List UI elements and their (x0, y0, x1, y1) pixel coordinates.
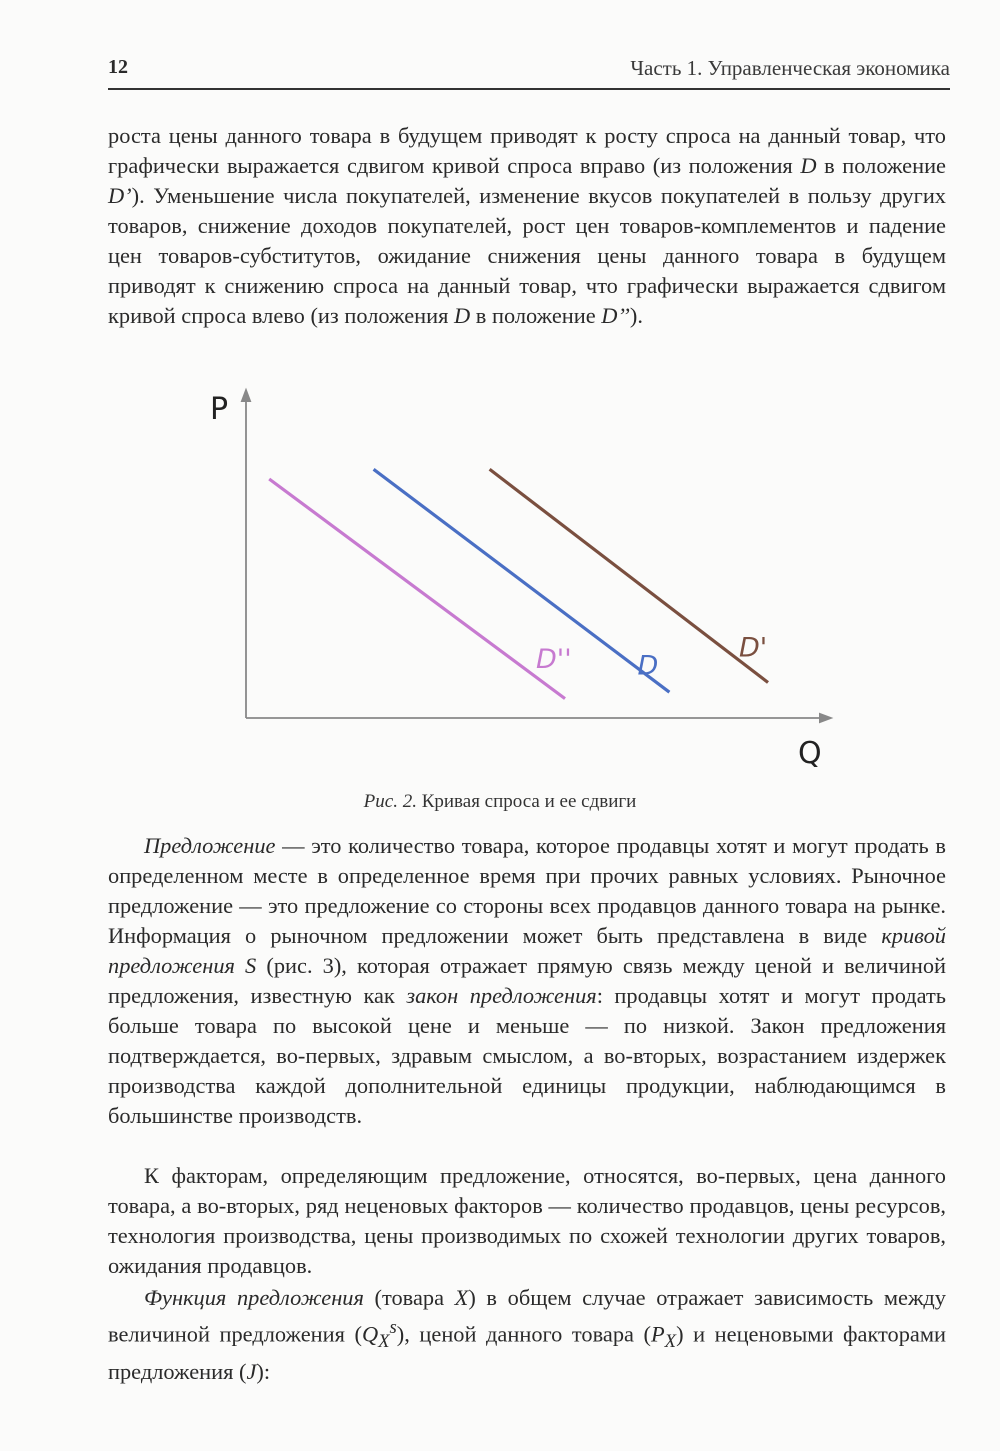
paragraph-demand-shifts: роста цены данного товара в будущем приводят к росту спроса на данный товар, что графически выражается сдвигом кривой спроса вправо (из положения D в положение D’). Уменьшение числа покупателей, изменение вкусов покупателей в пользу других товаров, снижение доходов покупателей, рост цен товаров-комплементов и падение цен товаров-субститутов, ожидание снижения цены данного товара в будущем приводят к снижению спроса на данный товар, что графически выражается сдвигом кривой спроса влево (из положения D в положение D’’). (108, 123, 946, 328)
paragraph-supply-function: Функция предложения (товара X) в общем случае отражает зависимость между величиной предложения $(Q_X^s)$, ценой данного товара $(P_X)$ и неценовыми факторами предложения (J): (108, 1285, 946, 1384)
y-axis-label: P (210, 392, 229, 427)
paragraph-supply-factors: К факторам, определяющим предложение, относятся, во-первых, цена данного товара, а во-вторых, ряд неценовых факторов — количество продавцов, цены ресурсов, технология производства, цены производимых по схожей технологии других товаров, ожидания продавцов. (108, 1163, 946, 1278)
var-q: Q (361, 1321, 379, 1347)
page-header (108, 52, 950, 90)
curve-label-1: D (637, 650, 659, 682)
var-d: D (800, 153, 817, 178)
demand-curve-2 (490, 469, 768, 682)
term-supply-curve: кривой предложения S (108, 923, 946, 978)
var-j: J (246, 1358, 257, 1384)
demand-chart (200, 385, 840, 775)
term-supply: Предложение (144, 833, 276, 858)
var-d-prime: D’ (108, 183, 132, 208)
curve-label-0: D'' (536, 643, 572, 675)
caption-text: Кривая спроса и ее сдвиги (416, 791, 637, 812)
demand-curve-figure (200, 385, 840, 775)
term-supply-function: Функция предложения (144, 1285, 364, 1310)
term-law-of-supply: закон предложения (406, 983, 597, 1008)
running-title: Часть 1. Управленческая экономика (630, 56, 950, 80)
var-d-double-prime: D’’ (601, 303, 630, 328)
curve-label-2: D' (739, 632, 768, 664)
series-layer (269, 469, 768, 698)
page-number: 12 (108, 56, 128, 78)
figure-caption (0, 791, 1000, 813)
demand-curve-1 (374, 469, 670, 692)
x-axis-label: Q (798, 736, 822, 771)
var-q-sub: X (378, 1330, 390, 1352)
caption-label: Рис. 2. (363, 791, 417, 812)
demand-curve-0 (269, 479, 565, 699)
var-x: X (454, 1285, 469, 1310)
var-d: D (454, 303, 471, 328)
paragraph-supply-definition: Предложение — это количество товара, которое продавцы хотят и могут продать в определенном месте в определенное время при прочих равных условиях. Рыночное предложение — это предложение со стороны всех продавцов данного товара на рынке. Информация о рыночном предложении может быть представлена в виде кривой предложения S (рис. 3), которая отражает прямую связь между ценой и величиной предложения, известную как закон предложения: продавцы хотят и могут продать больше товара по высокой цене и меньше — по низкой. Закон предложения подтверждается, во-первых, здравым смыслом, а во-вторых, возрастанием издержек производства каждой дополнительной единицы продукции, наблюдающимся в большинстве производств. (108, 833, 947, 1128)
var-p-sub: X (664, 1330, 677, 1352)
var-q-sup: s (389, 1317, 397, 1338)
var-p: P (650, 1321, 665, 1347)
